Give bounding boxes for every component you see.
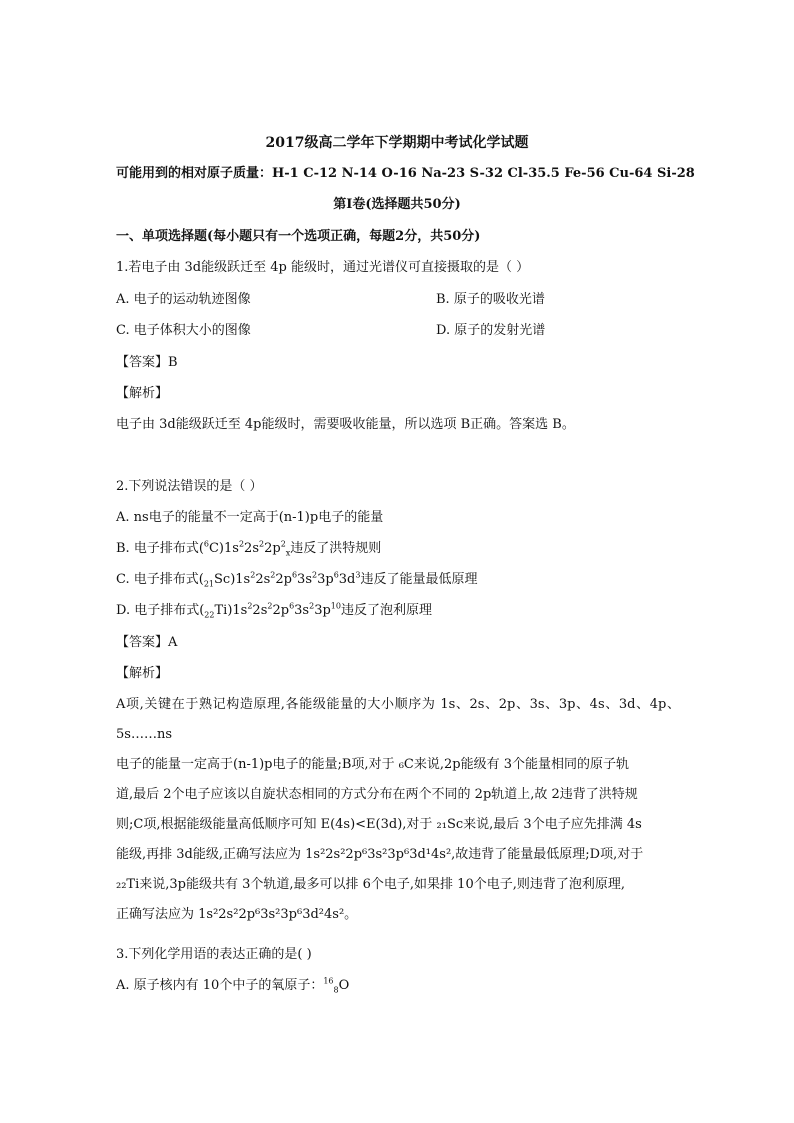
q1-analysis-label: 【解析】	[116, 386, 169, 401]
q2-stem: 2.下列说法错误的是（ ）	[116, 479, 263, 494]
volume-title: 第Ⅰ卷(选择题共50分)	[333, 197, 461, 212]
q2-option-a: A. ns电子的能量不一定高于(n-1)p电子的能量	[116, 510, 384, 525]
q2-option-b: B. 电子排布式$(^6C)1s^22s^22p^2_x$违反了洪特规则	[116, 539, 382, 558]
q1-answer: 【答案】B	[116, 355, 178, 370]
q2-analysis-line: ₂₂Ti来说,3p能级共有 3个轨道,最多可以排 6个电子,如果排 10个电子,则违背了泡利原理,	[116, 877, 625, 892]
q3-stem: 3.下列化学用语的表达正确的是( )	[116, 947, 312, 962]
q2-analysis-line: 能级,再排 3d能级,正确写法应为 1s²2s²2p⁶3s²3p⁶3d¹4s²,故违背了能量最低原理;D项,对于	[116, 847, 644, 862]
q2-option-d: D. 电子排布式$(_{22}Ti)1s^22s^22p^63s^23p^{10}$违反了泡利原理	[116, 601, 432, 620]
q2-analysis-label: 【解析】	[116, 666, 169, 681]
q2-analysis	[116, 690, 680, 930]
q1-option-a: A. 电子的运动轨迹图像	[116, 292, 251, 307]
q2-answer: 【答案】A	[116, 635, 178, 650]
q1-option-c: C. 电子体积大小的图像	[116, 323, 251, 338]
atomic-masses-line: 可能用到的相对原子质量：H-1 C-12 N-14 O-16 Na-23 S-32 Cl-35.5 Fe-56 Cu-64 Si-28	[116, 166, 695, 181]
q2-analysis-line: 电子的能量一定高于(n-1)p电子的能量;B项,对于 ₆C来说,2p能级有 3个能量相同的原子轨	[116, 757, 629, 772]
q2-analysis-line: 则;C项,根据能级能量高低顺序可知 E(4s)<E(3d),对于 ₂₁Sc来说,最后 3个电子应先排满 4s	[116, 817, 642, 832]
q1-analysis: 电子由 3d能级跃迁至 4p能级时，需要吸收能量，所以选项 B正确。答案选 B。	[116, 417, 575, 432]
section-title: 一、单项选择题(每小题只有一个选项正确，每题2分，共50分)	[116, 229, 481, 244]
q1-stem: 1.若电子由 3d能级跃迁至 4p 能级时，通过光谱仪可直接摄取的是（ ）	[116, 260, 530, 275]
q2-analysis-line: A项,关键在于熟记构造原理,各能级能量的大小顺序为 1s、2s、2p、3s、3p、4s、3d、4p、5s……ns	[116, 697, 680, 742]
exam-title: 2017级高二学年下学期期中考试化学试题	[265, 135, 529, 151]
q2-analysis-line: 道,最后 2个电子应该以自旋状态相同的方式分布在两个不同的 2p轨道上,故 2违背了洪特规	[116, 787, 638, 802]
q1-option-d: D. 原子的发射光谱	[436, 323, 546, 338]
q2-analysis-line: 正确写法应为 1s²2s²2p⁶3s²3p⁶3d²4s²。	[116, 907, 358, 922]
q1-option-b: B. 原子的吸收光谱	[436, 292, 545, 307]
q3-option-a: A. 原子核内有 10个中子的氧原子：$^{16}_8$O	[116, 976, 350, 995]
q2-option-c: C. 电子排布式$(_{21}Sc)1s^22s^22p^63s^23p^63d^3$违反了能量最低原理	[116, 570, 478, 589]
